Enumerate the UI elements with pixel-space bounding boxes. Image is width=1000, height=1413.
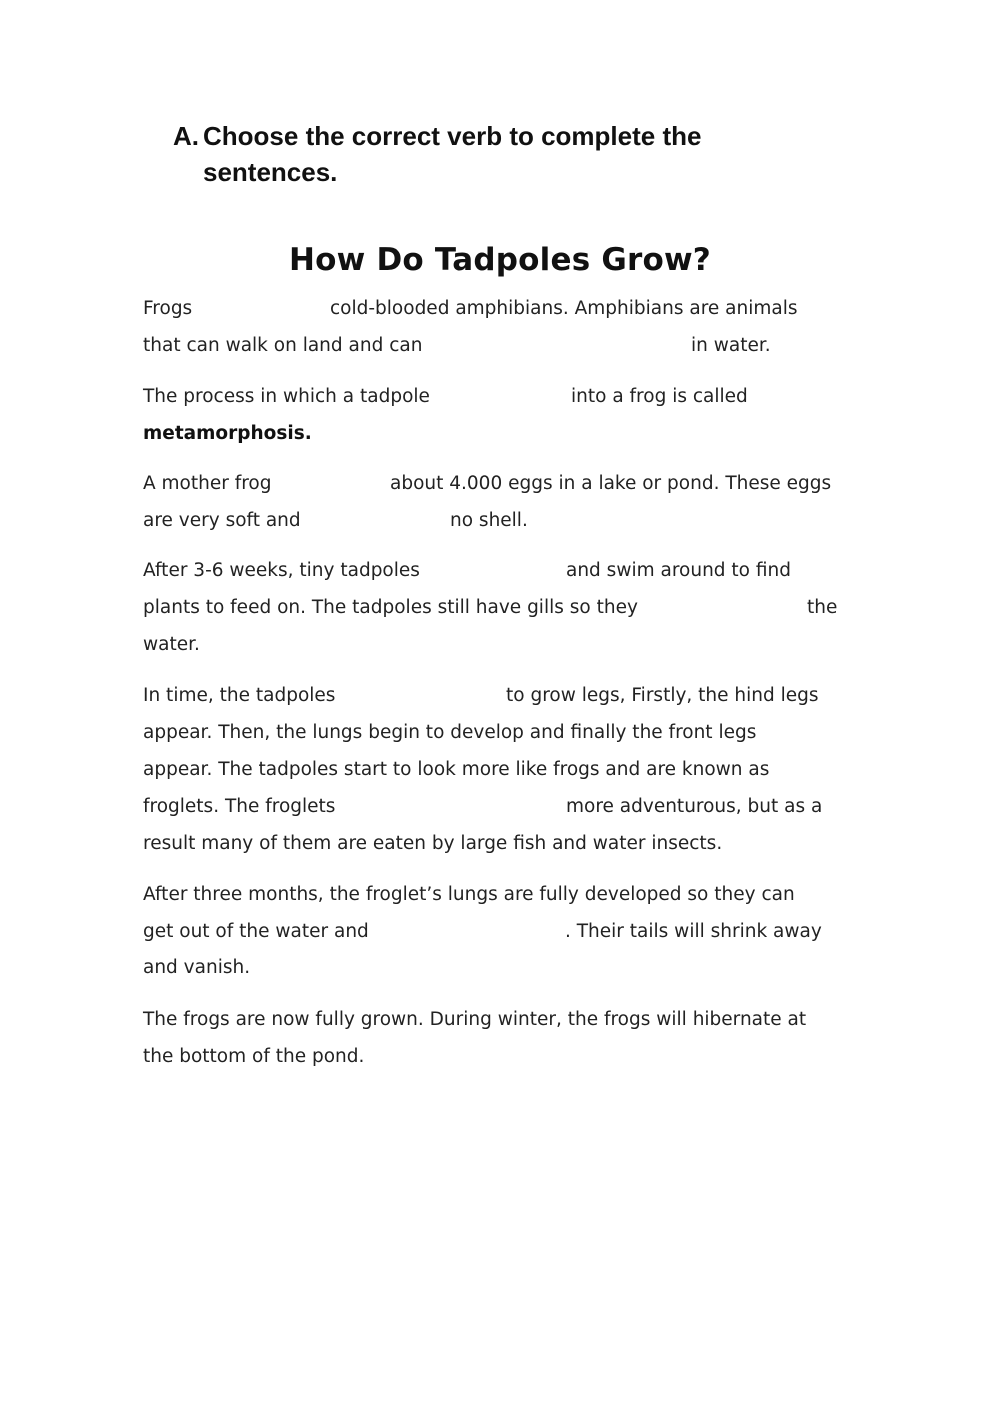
p1-text-2: cold-blooded amphibians. Amphibians are animals	[330, 298, 798, 319]
instruction-line-1: Choose the correct verb to complete the	[203, 121, 702, 151]
p2-term-metamorphosis: metamorphosis.	[143, 423, 312, 444]
p6-text-2: get out of the water and	[143, 921, 369, 942]
p7-text-2: the bottom of the pond.	[143, 1046, 365, 1067]
p5-text-3: appear. Then, the lungs begin to develop and finally the front legs	[143, 722, 757, 743]
p5-text-2: to grow legs, Firstly, the hind legs	[506, 685, 819, 706]
p3-text-2: about 4.000 eggs in a lake or pond. These eggs	[390, 473, 832, 494]
p4-text-2: and swim around to find	[566, 560, 791, 581]
p5-text-4: appear. The tadpoles start to look more like frogs and are known as	[143, 759, 770, 780]
p6-text-1: After three months, the froglet’s lungs are fully developed so they can	[143, 884, 795, 905]
instruction-line-2: sentences.	[203, 157, 338, 187]
p4-text-5: water.	[143, 634, 200, 655]
p6-text-3: . Their tails will shrink away	[565, 921, 822, 942]
p5-text-5: froglets. The froglets	[143, 796, 336, 817]
p1-text-1: Frogs	[143, 298, 193, 319]
p4-text-3: plants to feed on. The tadpoles still have gills so they	[143, 597, 638, 618]
p2-text-1: The process in which a tadpole	[143, 386, 430, 407]
p3-text-4: no shell.	[450, 510, 528, 531]
p5-text-1: In time, the tadpoles	[143, 685, 336, 706]
p5-text-6: more adventurous, but as a	[566, 796, 823, 817]
p5-text-7: result many of them are eaten by large fish and water insects.	[143, 833, 723, 854]
instruction-marker: A.	[173, 121, 199, 151]
p3-text-1: A mother frog	[143, 473, 272, 494]
p1-text-4: in water.	[691, 335, 771, 356]
p7-text-1: The frogs are now fully grown. During winter, the frogs will hibernate at	[143, 1009, 807, 1030]
page-title: How Do Tadpoles Grow?	[289, 242, 711, 278]
p4-text-1: After 3-6 weeks, tiny tadpoles	[143, 560, 420, 581]
p2-text-2: into a frog is called	[571, 386, 748, 407]
p3-text-3: are very soft and	[143, 510, 301, 531]
p4-text-4: the	[807, 597, 838, 618]
p6-text-4: and vanish.	[143, 957, 251, 978]
p1-text-3: that can walk on land and can	[143, 335, 423, 356]
